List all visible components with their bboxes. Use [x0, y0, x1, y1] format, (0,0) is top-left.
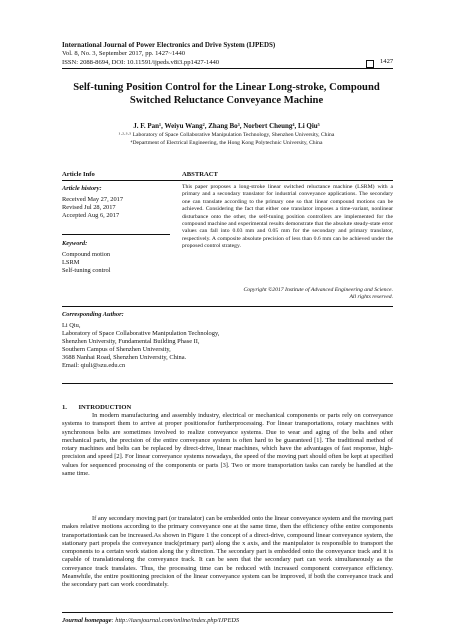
keyword-item: Compound motion	[62, 251, 111, 258]
section-top-rule	[62, 180, 393, 181]
abstract-heading: ABSTRACT	[182, 171, 218, 178]
corresponding-campus: Southern Campus of Shenzhen University,	[62, 346, 171, 354]
paper-title: Self-tuning Position Control for the Linear Long-stroke, Compound Switched Reluctance Conveyance Machine	[73, 82, 380, 106]
corresponding-bottom-rule	[62, 383, 393, 384]
keyword-label: Keyword:	[62, 240, 88, 247]
corresponding-top-rule	[62, 306, 393, 307]
copyright-line: All rights reserved.	[349, 294, 393, 301]
history-revised: Revised Jul 28, 2017	[62, 204, 116, 211]
checkbox-square-icon	[366, 60, 374, 68]
introduction-paragraph-2: If any secondary moving part (or translator) can be embedded onto the linear conveyance system and the moving part makes relative motions according to the primary conveyance one at the same time, then the efficiency ofthe entire components transportationtask can be increased.As shown in Figure 1 the concept of a direct-drive, compound linear conveyance system, the stationary part propels the conveyance track(primary part) along the x axis, and the manipulator is responsible to transport the components to a certain work station along the y direction. The secondary part is embedded onto the conveyance track and it is capable of translationalong the conveyance track. It can be seen that the secondary part can work simultaneously as the conveyance track translates. Thus, the processing time can be reduced with increased component conveyance efficiency. Meanwhile, the entire positioning precision of the linear conveyance system can be improved, if both the conveyance track and the secondary part can work coordinately.	[62, 515, 393, 589]
keyword-list	[62, 251, 162, 275]
history-accepted: Accepted Aug 6, 2017	[62, 212, 120, 219]
corresponding-email: Email: qiuli@szu.edu.cn	[62, 362, 126, 370]
section-heading-introduction: 1. INTRODUCTION	[62, 404, 132, 411]
footer-label: Journal homepage	[62, 617, 112, 624]
corresponding-author-details	[62, 322, 362, 371]
copyright-notice	[182, 287, 393, 302]
introduction-paragraph-1: In modern manufacturing and assembly industry, electrical or mechanical components or parts rely on conveyance systems to transport them to arrive at proper positionsfor furtherprocessing. For linear transportations, rotary machines with synchronous belts are sometimes involved to realize conveyance systems. Due to wear and aging of the belts and other mechanical parts, the precision of the entire conveyance system is often hard to be guaranteed [1]. The traditional method of rotary machines and belts can be replaced by direct-drive, linear machines, which have the advantages of fast response, high-precision and speed [2]. For linear conveyance systems nowadays, the speed of the moving part should often be kept at specified values for sequenced processing of the components or parts [3]. Two or more transportation tasks can rarely be handled at the same time.	[62, 412, 393, 478]
homepage-link[interactable]: : http://iaesjournal.com/online/index.php/IJPEDS	[111, 617, 240, 624]
corresponding-building: Shenzhen University, Fundamental Building Phase II,	[62, 338, 200, 346]
author-list: J. F. Pan¹, Weiyu Wang², Zhang Bo³, Norbert Cheung⁴, Li Qiu⁵	[133, 122, 320, 130]
footer-rule	[62, 612, 393, 613]
article-info-heading: Article Info	[62, 171, 95, 178]
history-received: Received May 27, 2017	[62, 196, 124, 203]
header-rule	[62, 68, 393, 69]
journal-issn: ISSN: 2088-8694, DOI: 10.11591/ijpeds.v8i3.pp1427-1440	[62, 59, 220, 66]
affiliation-1: ¹·²·³·⁵ Laboratory of Space Collaborative Manipulation Technology, Shenzhen University, China	[118, 132, 335, 138]
corresponding-author-label: Corresponding Author:	[62, 311, 124, 318]
journal-volume: Vol. 8, No. 3, September 2017, pp. 1427~1440	[62, 50, 186, 57]
copyright-line: Copyright ©2017 Institute of Advanced Engineering and Science.	[243, 287, 393, 293]
article-info-divider	[62, 234, 170, 235]
journal-homepage	[62, 617, 239, 624]
keyword-item: LSRM	[62, 259, 80, 266]
article-history-list	[62, 196, 162, 220]
article-history-label: Article history:	[62, 185, 102, 192]
abstract-text: This paper proposes a long-stroke linear switched reluctance machine (LSRM) with a primary and a secondary translator for industrial conveyance applications. The secondary one can translate according to the primary one so that linear compound motions can be achieved. Considering the fact that either one translator imposes a time-variant, nonlinear disturbance onto the other, the self-tuning position controllers are implemented for the compound machine and experimental results demonstrate that the absolute steady-state error values can fall into 0.03 mm and 0.05 mm for the secondary and primary translator, respectively. A composite absolute precision of less than 0.6 mm can be achieved under the proposed control strategy.	[182, 184, 393, 250]
affiliation-2: ⁴Department of Electrical Engineering, the Hong Kong Polytechnic University, China	[130, 140, 323, 146]
keyword-item: Self-tuning control	[62, 267, 111, 274]
corresponding-address: 3688 Nanhai Road, Shenzhen University, China.	[62, 354, 187, 362]
page-number: 1427	[380, 58, 394, 65]
corresponding-lab: Laboratory of Space Collaborative Manipulation Technology,	[62, 330, 220, 338]
journal-name: International Journal of Power Electronics and Drive System (IJPEDS)	[62, 41, 276, 49]
corresponding-name: Li Qiu,	[62, 322, 81, 329]
